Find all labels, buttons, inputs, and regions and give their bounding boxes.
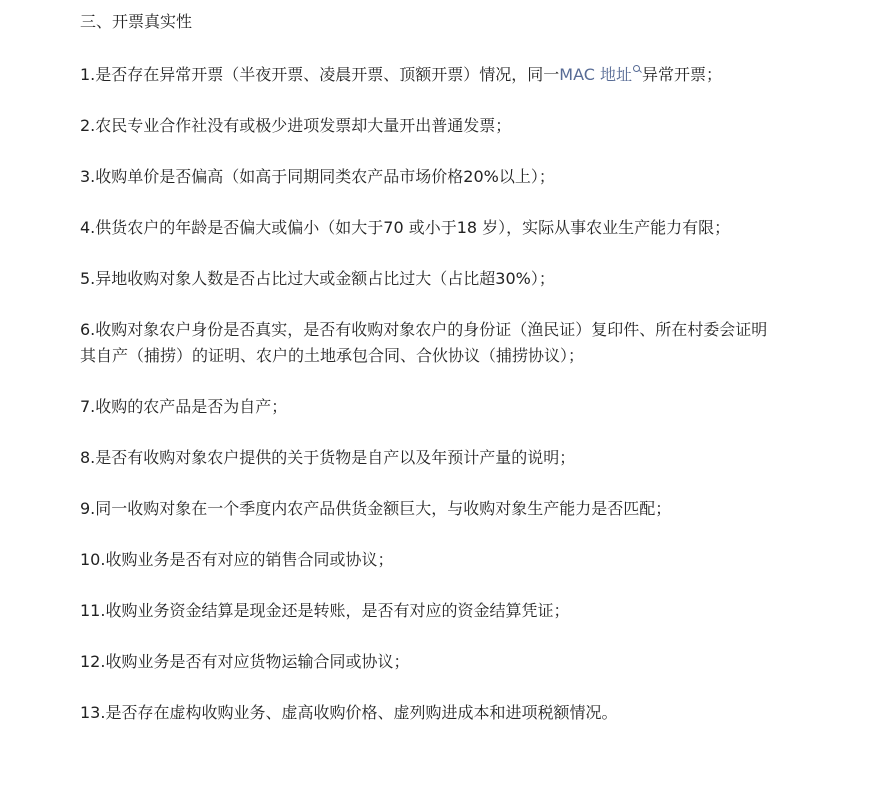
list-item-6: 6.收购对象农户身份是否真实，是否有收购对象农户的身份证（渔民证）复印件、所在村委会证明其自产（捕捞）的证明、农户的土地承包合同、合伙协议（捕捞协议）； [80, 320, 768, 365]
mac-address-link[interactable] [559, 65, 642, 84]
list-item-1 [80, 62, 770, 88]
list-item-7: 7.收购的农产品是否为自产； [80, 397, 288, 416]
list-item-5: 5.异地收购对象人数是否占比过大或金额占比过大（占比超30%）； [80, 269, 555, 288]
section-title: 三、开票真实性 [80, 12, 193, 31]
search-icon[interactable] [633, 65, 642, 74]
list-item-1-text: 1.是否存在异常开票（半夜开票、凌晨开票、顶额开票）情况，同一 [80, 65, 560, 84]
list-item-2: 2.农民专业合作社没有或极少进项发票却大量开出普通发票； [80, 116, 512, 135]
list-item-11: 11.收购业务资金结算是现金还是转账，是否有对应的资金结算凭证； [80, 601, 570, 620]
list-item-10: 10.收购业务是否有对应的销售合同或协议； [80, 550, 394, 569]
list-item-8: 8.是否有收购对象农户提供的关于货物是自产以及年预计产量的说明； [80, 448, 576, 467]
list-item-9: 9.同一收购对象在一个季度内农产品供货金额巨大，与收购对象生产能力是否匹配； [80, 499, 672, 518]
mac-address-link-label[interactable]: MAC 地址 [559, 65, 633, 84]
list-item-12: 12.收购业务是否有对应货物运输合同或协议； [80, 652, 410, 671]
list-item-1-text-end: 异常开票； [642, 65, 723, 84]
list-item-4: 4.供货农户的年龄是否偏大或偏小（如大于70 或小于18 岁），实际从事农业生产能力有限； [80, 218, 731, 237]
list-item-13: 13.是否存在虚构收购业务、虚高收购价格、虚列购进成本和进项税额情况。 [80, 703, 618, 722]
list-item-3: 3.收购单价是否偏高（如高于同期同类农产品市场价格20%以上）； [80, 167, 555, 186]
